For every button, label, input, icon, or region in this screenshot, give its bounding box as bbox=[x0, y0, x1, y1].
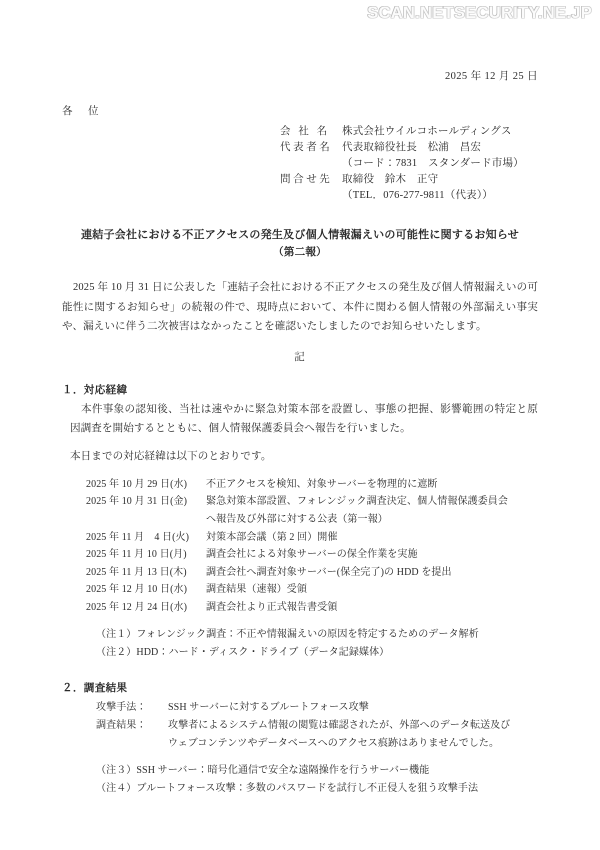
issuer-company-row bbox=[280, 124, 538, 140]
footnote-list bbox=[62, 762, 538, 798]
timeline-date: 2025 年 12 月 10 日(水) bbox=[86, 584, 188, 596]
footnote: （注２）HDD：ハード・ディスク・ドライブ（データ記録媒体） bbox=[96, 646, 390, 658]
timeline-date: 2025 年 10 月 29 日(水) bbox=[86, 478, 188, 490]
document-title-subtitle: （第二報） bbox=[273, 247, 327, 259]
document-date: 2025 年 12 月 25 日 bbox=[444, 71, 538, 82]
timeline-text: 調査結果（速報）受領 bbox=[206, 584, 307, 596]
section-heading: ２．調査結果 bbox=[62, 682, 128, 694]
result-row bbox=[96, 699, 538, 717]
issuer-ticker-line: （コード：7831 スタンダード市場） bbox=[342, 157, 524, 169]
issuer-representative-row bbox=[280, 140, 538, 156]
issuer-tel-line: （TEL．076-277-9811（代表）） bbox=[342, 189, 493, 201]
issuer-representative-label: 代表者名 bbox=[280, 141, 333, 153]
timeline-row bbox=[86, 493, 538, 511]
timeline-list bbox=[62, 476, 538, 617]
timeline-continuation: へ報告及び外部に対する公表（第一報） bbox=[206, 513, 388, 525]
timeline-row bbox=[86, 546, 538, 564]
timeline-date: 2025 年 11 月 4 日(火) bbox=[86, 531, 190, 543]
footnote: （注４）ブルートフォース攻撃：多数のパスワードを試行し不正侵入を狙う攻撃手法 bbox=[96, 783, 479, 795]
timeline-row bbox=[86, 529, 538, 547]
result-continuation: ウェブコンテンツやデータベースへのアクセス痕跡はありませんでした。 bbox=[168, 737, 500, 749]
timeline-text: 調査会社による対象サーバーの保全作業を実施 bbox=[206, 549, 418, 561]
timeline-row bbox=[86, 476, 538, 494]
issuer-contact-label: 問合せ先 bbox=[280, 173, 333, 185]
issuer-block bbox=[62, 124, 538, 204]
issuer-contact-value: 取締役 鈴木 正守 bbox=[342, 173, 439, 185]
section-heading: １．対応経緯 bbox=[62, 384, 128, 396]
ki-marker: 記 bbox=[294, 351, 306, 363]
footnote: （注１）フォレンジック調査：不正や情報漏えいの原因を特定するためのデータ解析 bbox=[96, 628, 479, 640]
timeline-text: 不正アクセスを検知、対象サーバーを物理的に遮断 bbox=[206, 478, 438, 490]
result-row bbox=[96, 717, 538, 735]
timeline-text: 調査会社へ調査対象サーバー(保全完了)の HDD を提出 bbox=[206, 566, 452, 578]
site-watermark: SCAN.NETSECURITY.NE.JP bbox=[367, 4, 592, 22]
timeline-date: 2025 年 12 月 24 日(水) bbox=[86, 601, 188, 613]
timeline-row bbox=[86, 564, 538, 582]
timeline-date: 2025 年 10 月 31 日(金) bbox=[86, 496, 188, 508]
result-label: 攻撃手法： bbox=[96, 701, 147, 713]
issuer-company-value: 株式会社ウイルコホールディングス bbox=[342, 126, 512, 137]
result-text: SSH サーバーに対するブルートフォース攻撃 bbox=[168, 701, 369, 713]
timeline-row bbox=[86, 581, 538, 599]
document-title: 連結子会社における不正アクセスの発生及び個人情報漏えいの可能性に関するお知らせ bbox=[80, 228, 520, 241]
section-paragraph: 本件事象の認知後、当社は速やかに緊急対策本部を設置し、事態の把握、影響範囲の特定と原因調査を開始するとともに、個人情報保護委員会へ報告を行いました。 bbox=[70, 403, 538, 435]
result-text: 攻撃者によるシステム情報の閲覧は確認されたが、外部へのデータ転送及び bbox=[168, 719, 511, 731]
issuer-company-label: 会 社 名 bbox=[280, 126, 330, 137]
timeline-row bbox=[86, 599, 538, 617]
footnote: （注３）SSH サーバー：暗号化通信で安全な遠隔操作を行うサーバー機能 bbox=[96, 764, 430, 776]
timeline-text: 緊急対策本部設置、フォレンジック調査決定、個人情報保護委員会 bbox=[206, 496, 508, 508]
timeline-date: 2025 年 11 月 13 日(木) bbox=[86, 566, 187, 578]
timeline-date: 2025 年 11 月 10 日(月) bbox=[86, 549, 187, 561]
timeline-text: 対策本部会議（第 2 回）開催 bbox=[206, 531, 338, 543]
issuer-representative-value: 代表取締役社長 松浦 昌宏 bbox=[342, 141, 482, 153]
lead-paragraph: 2025 年 10 月 31 日に公表した「連結子会社における不正アクセスの発生及び個人情報漏えいの可能性に関するお知らせ」の続報の件で、現時点において、本件に関わる個人情報の外部漏えい事実や、漏えいに伴う二次被害はなかったことを確認いたしましたのでお知らせいたします。 bbox=[62, 282, 538, 333]
section-investigation-results bbox=[62, 680, 538, 798]
result-list bbox=[62, 699, 538, 753]
section-response-history bbox=[62, 382, 538, 662]
footnote-list bbox=[62, 626, 538, 662]
timeline-text: 調査会社より正式報告書受領 bbox=[206, 601, 338, 613]
result-label: 調査結果： bbox=[96, 719, 147, 731]
addressee-label: 各 位 bbox=[62, 106, 101, 117]
issuer-contact-row bbox=[280, 172, 538, 188]
section-lead-line: 本日までの対応経緯は以下のとおりです。 bbox=[70, 450, 272, 462]
